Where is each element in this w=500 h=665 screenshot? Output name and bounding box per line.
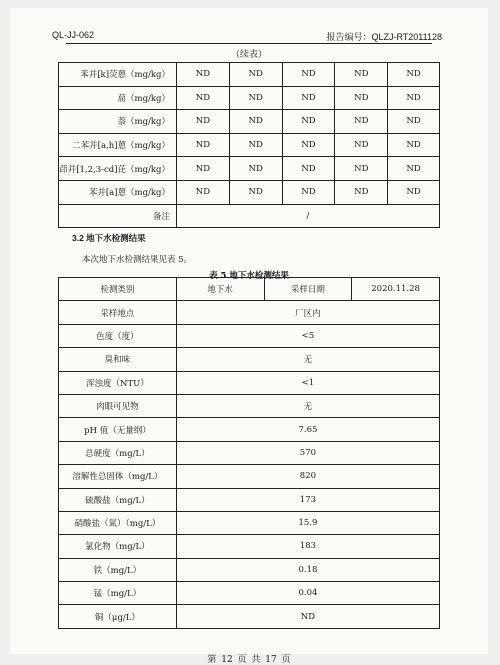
table-row — [59, 418, 440, 441]
row-value: 无 — [176, 348, 439, 371]
row-value: ND — [388, 63, 440, 87]
table-row — [59, 465, 440, 488]
row-value: ND — [282, 157, 335, 181]
table-row — [59, 180, 440, 204]
row-value: ND — [388, 180, 440, 204]
row-label: 茚并[1,2,3-cd]芘（mg/kg） — [59, 157, 177, 181]
table-row — [59, 605, 440, 628]
row-value: ND — [229, 63, 282, 87]
row-value: ND — [229, 180, 282, 204]
table-row — [59, 157, 440, 181]
row-value: 183 — [176, 535, 439, 558]
table-row — [59, 511, 440, 534]
table-row — [59, 133, 440, 157]
table-row — [59, 110, 440, 134]
table-row — [59, 441, 440, 464]
remarks-label: 备注 — [59, 204, 177, 228]
remarks-value: / — [176, 204, 439, 228]
row-value: 7.65 — [176, 418, 439, 441]
row-label: 铜（μg/L） — [59, 605, 177, 628]
row-value: ND — [282, 110, 335, 134]
table-row — [59, 86, 440, 110]
row-value: ND — [335, 63, 388, 87]
page-number: 第 12 页 共 17 页 — [207, 655, 291, 665]
row-label: 铁（mg/L） — [59, 558, 177, 581]
table-row — [59, 488, 440, 511]
row-value: ND — [229, 86, 282, 110]
table-row — [59, 371, 440, 394]
row-value: 0.18 — [176, 558, 439, 581]
row-value: ND — [335, 180, 388, 204]
row-value: ND — [176, 86, 229, 110]
row-label: 采样地点 — [59, 301, 177, 324]
row-value: ND — [282, 180, 335, 204]
row-value: <1 — [176, 371, 439, 394]
row-label: 肉眼可见物 — [59, 394, 177, 417]
row-value: ND — [176, 110, 229, 134]
row-value: ND — [229, 110, 282, 134]
row-label: 硝酸盐（氮）（mg/L） — [59, 511, 177, 534]
row-value: ND — [388, 110, 440, 134]
row-label: 色度（度） — [59, 324, 177, 347]
row-value: 15.9 — [176, 511, 439, 534]
row-value: ND — [388, 157, 440, 181]
row-value: 820 — [176, 465, 439, 488]
row-label: 䓛（mg/kg） — [59, 86, 177, 110]
row-value: ND — [335, 133, 388, 157]
continued-label: （续表） — [230, 50, 267, 60]
section-heading: 3.2 地下水检测结果 — [72, 233, 146, 243]
table-row — [59, 301, 440, 324]
date-label: 采样日期 — [264, 278, 352, 301]
row-label: 浑浊度（NTU） — [59, 371, 177, 394]
table-row — [59, 558, 440, 581]
row-value: 无 — [176, 394, 439, 417]
row-label: 二苯并[a,h]蒽（mg/kg） — [59, 133, 177, 157]
row-value: 0.04 — [176, 582, 439, 605]
section-intro: 本次地下水检测结果见表 5。 — [82, 255, 193, 265]
report-number: 报告编号：QLZJ-RT2011128 — [326, 32, 442, 42]
row-value: ND — [335, 157, 388, 181]
row-value: ND — [229, 133, 282, 157]
table-caption: 表 5 地下水检测结果 — [209, 271, 289, 281]
row-value: ND — [282, 63, 335, 87]
row-label: 总硬度（mg/L） — [59, 441, 177, 464]
row-label: 苯并[a]蒽（mg/kg） — [59, 180, 177, 204]
header-rule — [66, 43, 432, 44]
document-code: QL-JJ-062 — [52, 30, 95, 40]
row-value: 570 — [176, 441, 439, 464]
row-value: ND — [282, 86, 335, 110]
row-label: 苯并[k]荧蒽（mg/kg） — [59, 63, 177, 87]
row-value: ND — [388, 86, 440, 110]
row-label: pH 值（无量纲） — [59, 418, 177, 441]
table-header-row — [59, 278, 440, 301]
table-row — [59, 535, 440, 558]
row-value: ND — [176, 180, 229, 204]
row-label: 锰（mg/L） — [59, 582, 177, 605]
row-value: ND — [335, 110, 388, 134]
table-row — [59, 394, 440, 417]
table-row — [59, 348, 440, 371]
row-label: 氯化物（mg/L） — [59, 535, 177, 558]
row-label: 溶解性总固体（mg/L） — [59, 465, 177, 488]
pah-results-table — [58, 62, 440, 228]
report-page — [10, 8, 488, 665]
row-label: 硫酸盐（mg/L） — [59, 488, 177, 511]
row-value: ND — [229, 157, 282, 181]
category-label: 检测类别 — [59, 278, 177, 301]
table-row — [59, 582, 440, 605]
table-row — [59, 324, 440, 347]
row-value: ND — [176, 133, 229, 157]
row-label: 臭和味 — [59, 348, 177, 371]
category-value: 地下水 — [176, 278, 264, 301]
row-value: ND — [176, 605, 439, 628]
row-value: 厂区内 — [176, 301, 439, 324]
row-value: ND — [388, 133, 440, 157]
groundwater-results-table — [58, 277, 440, 629]
row-value: 173 — [176, 488, 439, 511]
row-value: <5 — [176, 324, 439, 347]
row-value: ND — [282, 133, 335, 157]
remarks-row — [59, 204, 440, 228]
row-value: ND — [176, 157, 229, 181]
table-row — [59, 63, 440, 87]
row-value: ND — [335, 86, 388, 110]
row-label: 萘（mg/kg） — [59, 110, 177, 134]
row-value: ND — [176, 63, 229, 87]
date-value: 2020.11.28 — [352, 278, 440, 301]
